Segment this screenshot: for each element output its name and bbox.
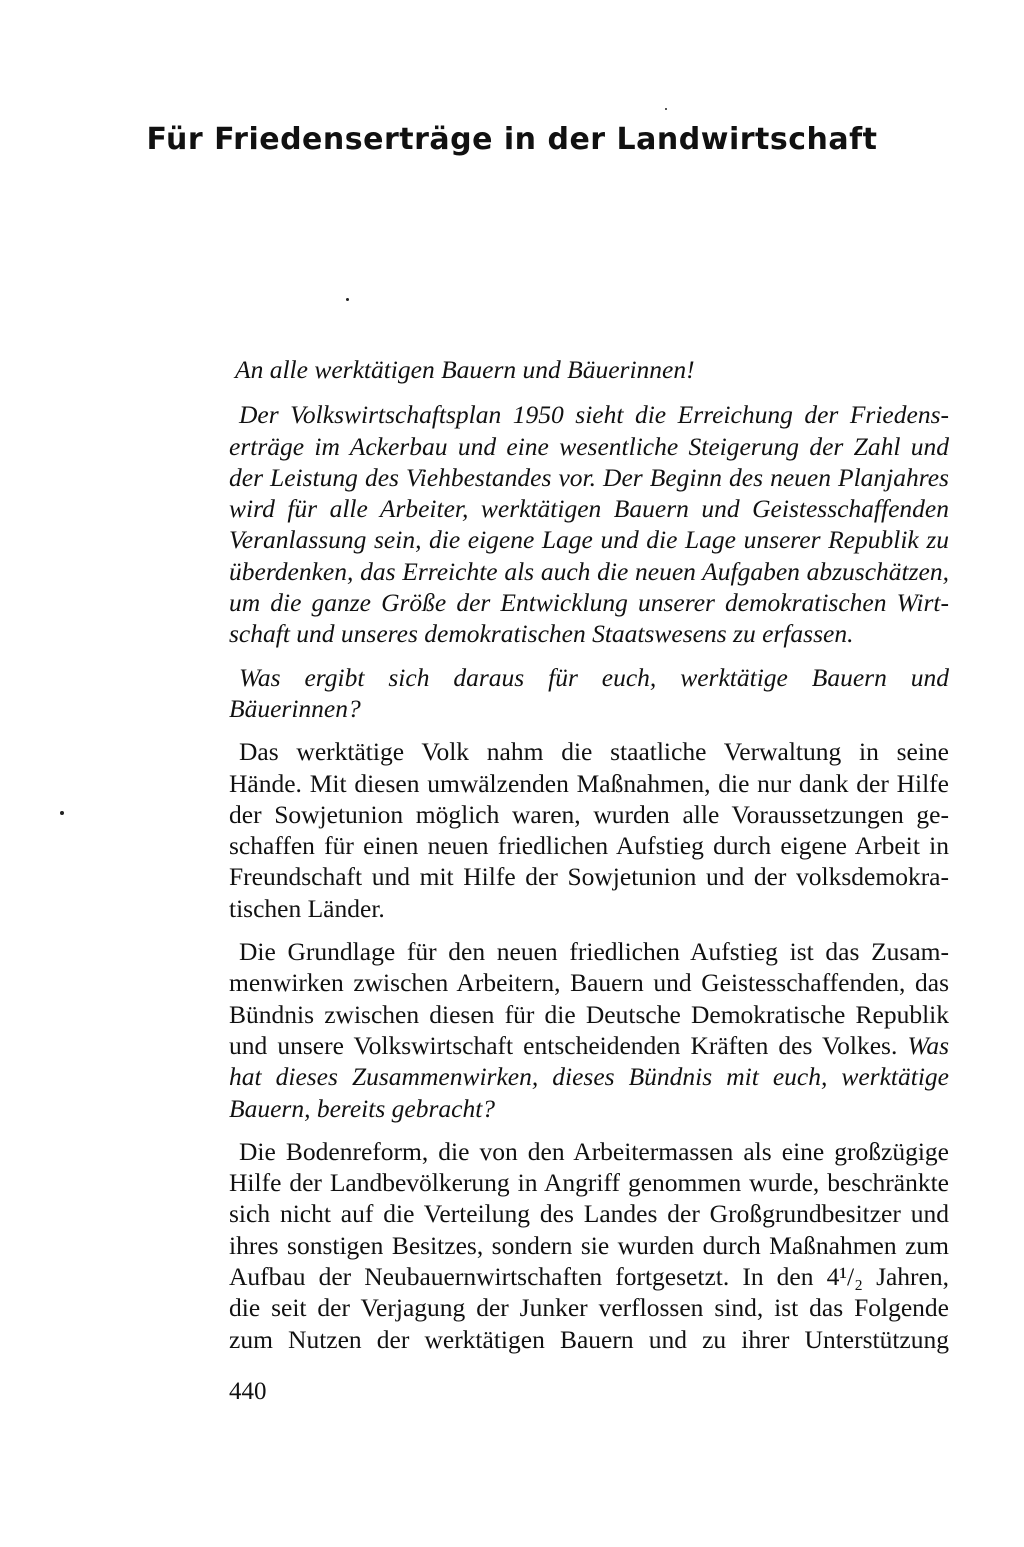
text-segment: und unsere Volkswirtschaft entscheidenden Kräften des Volkes. bbox=[229, 1030, 898, 1060]
text-line: um die ganze Größe der Entwicklung unserer demokratischen Wirt- bbox=[229, 588, 949, 618]
text-line: der Leistung des Viehbestandes vor. Der Beginn des neuen Planjahres bbox=[229, 462, 949, 492]
text-line: der Sowjetunion möglich waren, wurden alle Voraussetzungen ge- bbox=[229, 799, 949, 829]
text-segment-italic: Was bbox=[907, 1030, 950, 1060]
paragraph-3 bbox=[229, 736, 949, 924]
text-line: wird für alle Arbeiter, werktätigen Bauern und Geistesschaffenden bbox=[229, 494, 949, 524]
text-line: Aufbau der Neubauernwirtschaften fortgesetzt. In den 4¹/₂ Jahren, bbox=[229, 1262, 949, 1292]
text-line: Veranlassung sein, die eigene Lage und die Lage unserer Republik zu bbox=[229, 525, 949, 555]
text-line: Der Volkswirtschaftsplan 1950 sieht die Erreichung der Friedens- bbox=[239, 400, 949, 430]
paragraph-2 bbox=[229, 662, 949, 725]
text-line: erträge im Ackerbau und eine wesentliche Steigerung der Zahl und bbox=[229, 431, 949, 461]
text-line: Hände. Mit diesen umwälzenden Maßnahmen, die nur dank der Hilfe bbox=[229, 768, 949, 798]
text-line: Bündnis zwischen diesen für die Deutsche Demokratische Republik bbox=[229, 999, 949, 1029]
text-line: Hilfe der Landbevölkerung in Angriff genommen wurde, beschränkte bbox=[229, 1168, 949, 1198]
page-title: Für Friedenserträge in der Landwirtschaft bbox=[146, 122, 878, 157]
paragraph-4 bbox=[229, 936, 949, 1124]
text-line: ihres sonstigen Besitzes, sondern sie wurden durch Maßnahmen zum bbox=[229, 1230, 949, 1260]
body-text bbox=[229, 354, 949, 1355]
text-line-mixed bbox=[229, 1030, 949, 1061]
text-line: Die Grundlage für den neuen friedlichen Aufstieg ist das Zusam- bbox=[239, 937, 949, 967]
text-line: sich nicht auf die Verteilung des Landes der Großgrundbesitzer und bbox=[229, 1199, 949, 1229]
text-line: schaft und unseres demokratischen Staatswesens zu erfassen. bbox=[229, 619, 854, 649]
page-number: 440 bbox=[229, 1378, 267, 1405]
text-line: Bäuerinnen? bbox=[229, 693, 361, 723]
print-speck bbox=[346, 298, 349, 301]
text-line: die seit der Verjagung der Junker verflossen sind, ist das Folgende bbox=[229, 1293, 949, 1323]
text-line: schaffen für einen neuen friedlichen Aufstieg durch eigene Arbeit in bbox=[229, 831, 949, 861]
text-line: hat dieses Zusammenwirken, dieses Bündnis mit euch, werktätige bbox=[229, 1062, 949, 1092]
text-line: menwirken zwischen Arbeitern, Bauern und Geistesschaffenden, das bbox=[229, 968, 949, 998]
text-line: Die Bodenreform, die von den Arbeitermassen als eine großzügige bbox=[239, 1136, 949, 1166]
paragraph-1 bbox=[229, 399, 949, 649]
text-line: Was ergibt sich daraus für euch, werktätige Bauern und bbox=[239, 662, 949, 692]
print-speck bbox=[665, 108, 667, 110]
text-line: Freundschaft und mit Hilfe der Sowjetunion und der volksdemokra- bbox=[229, 862, 949, 892]
salutation: An alle werktätigen Bauern und Bäuerinnen! bbox=[235, 355, 695, 384]
text-line: Bauern, bereits gebracht? bbox=[229, 1093, 496, 1123]
print-speck bbox=[60, 811, 64, 815]
text-line: überdenken, das Erreichte als auch die neuen Aufgaben abzuschätzen, bbox=[229, 556, 949, 586]
text-line: zum Nutzen der werktätigen Bauern und zu ihrer Unterstützung bbox=[229, 1324, 949, 1354]
text-line: tischen Länder. bbox=[229, 893, 385, 923]
text-line: Das werktätige Volk nahm die staatliche Verwaltung in seine bbox=[239, 737, 949, 767]
paragraph-5 bbox=[229, 1136, 949, 1355]
